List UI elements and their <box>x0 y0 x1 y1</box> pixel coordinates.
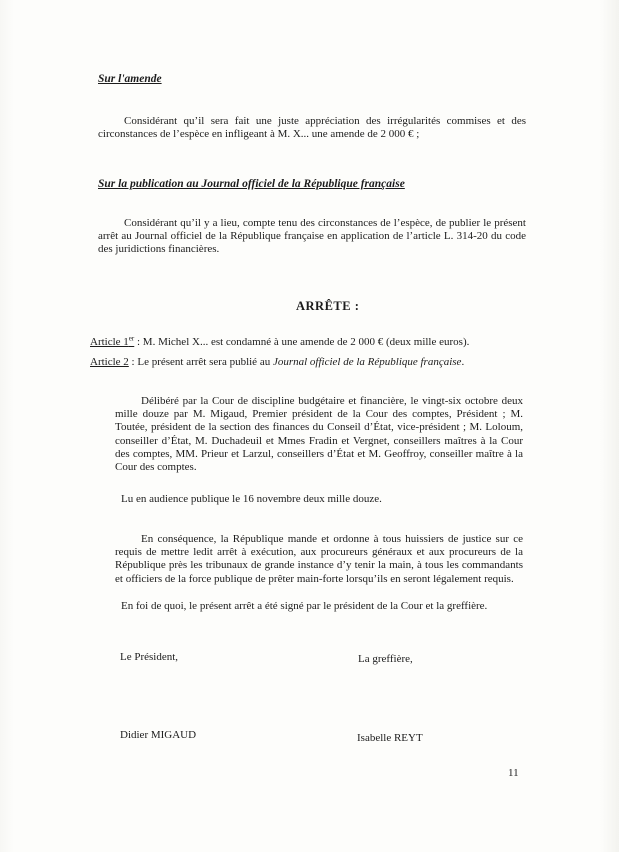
article-2-text: : Le présent arrêt sera publié au <box>128 356 273 368</box>
arrete-title: ARRÊTE : <box>296 299 360 313</box>
page-number: 11 <box>508 767 519 779</box>
heading-amende: Sur l'amende <box>98 73 162 85</box>
paragraph-publication: Considérant qu’il y a lieu, compte tenu des circonstances de l’espèce, de publier le présent arrêt au Journal officiel de la République française en application de l’article L. 314-20 du code des juridictions financières. <box>98 217 526 256</box>
paragraph-consequence: En conséquence, la République mande et ordonne à tous huissiers de justice sur ce requis de mettre ledit arrêt à exécution, aux procureurs généraux et aux procureurs de la République près les tribunaux de grande instance d’y tenir la main, à tous les commandants et officiers de la force publique de prêter main-forte lorsqu’ils en seront légalement requis. <box>115 533 523 585</box>
greffiere-name: Isabelle REYT <box>357 732 423 744</box>
article-1 <box>90 335 469 349</box>
article-2-end: . <box>461 356 465 368</box>
greffiere-title: La greffière, <box>358 653 413 665</box>
paragraph-delibere: Délibéré par la Cour de discipline budgétaire et financière, le vingt-six octobre deux mille douze par M. Migaud, Premier président de la Cour des comptes, Président ; M. Toutée, président de la section des finances du Conseil d’État, vice-président ; M. Loloum, conseiller d’État, M. Duchadeuil et Mmes Fradin et Vergnet, conseillers maîtres à la Cour des comptes, MM. Prieur et Larzul, conseillers d’État et M. Geoffroy, conseiller maître à la Cour des comptes. <box>115 395 523 474</box>
heading-publication: Sur la publication au Journal officiel de la République française <box>98 178 405 190</box>
article-1-sup: er <box>128 334 135 343</box>
president-name: Didier MIGAUD <box>120 729 197 741</box>
paragraph-foi: En foi de quoi, le présent arrêt a été signé par le président de la Cour et la greffière. <box>121 600 488 612</box>
article-1-text: : M. Michel X... est condamné à une amende de 2 000 € (deux mille euros). <box>134 336 470 348</box>
paragraph-amende: Considérant qu’il sera fait une juste appréciation des irrégularités commises et des circonstances de l’espèce en infligeant à M. X... une amende de 2 000 € ; <box>98 115 526 141</box>
article-1-label <box>90 336 134 348</box>
article-2-journal: Journal officiel de la République française <box>272 356 462 368</box>
article-1-label-text: Article 1 <box>90 336 129 348</box>
president-title: Le Président, <box>120 651 179 663</box>
article-2-label: Article 2 <box>90 356 129 368</box>
article-2 <box>90 355 464 369</box>
paragraph-audience: Lu en audience publique le 16 novembre deux mille douze. <box>121 493 382 505</box>
